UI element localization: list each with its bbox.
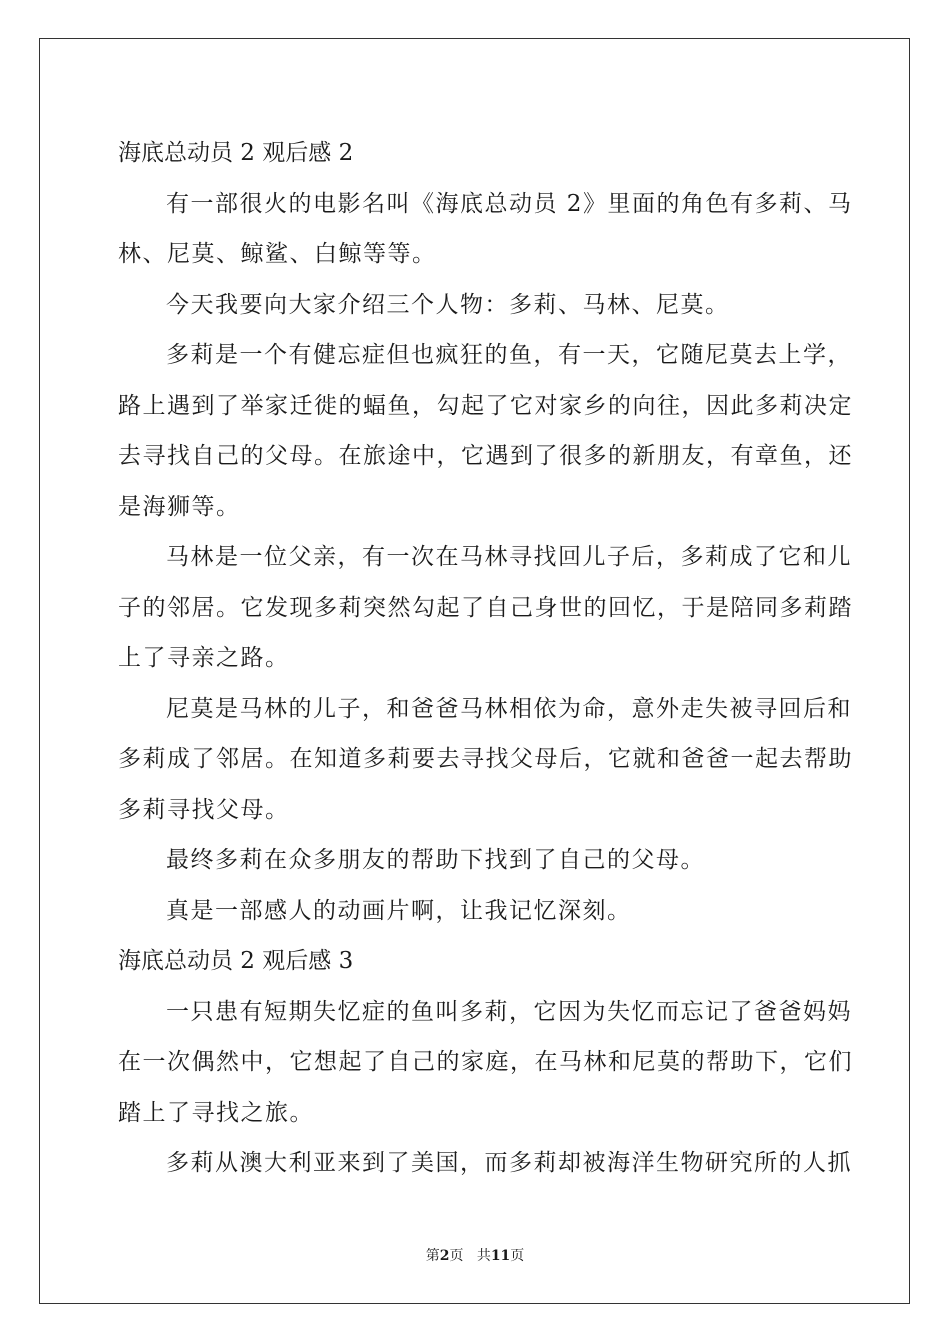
paragraph-line: 林、尼莫、鲸鲨、白鲸等等。	[118, 241, 437, 267]
document-body	[118, 128, 853, 1189]
paragraph-first-line: 最终多莉在众多朋友的帮助下找到了自己的父母。	[166, 847, 705, 873]
current-page-number: 2	[439, 1248, 450, 1264]
page-footer	[0, 1245, 950, 1265]
paragraph-line: 子的邻居。它发现多莉突然勾起了自己身世的回忆，于是陪同多莉踏	[118, 594, 853, 621]
paragraph-first-line: 一只患有短期失忆症的鱼叫多莉，它因为失忆而忘记了爸爸妈妈	[166, 998, 852, 1025]
paragraph-first-line: 多莉从澳大利亚来到了美国，而多莉却被海洋生物研究所的人抓	[166, 1150, 852, 1176]
paragraph-first-line: 今天我要向大家介绍三个人物：多莉、马林、尼莫。	[166, 291, 730, 318]
section-heading: 海底总动员 2 观后感 3	[118, 948, 354, 974]
total-unit: 页	[510, 1248, 525, 1264]
paragraph-line: 多莉成了邻居。在知道多莉要去寻找父母后，它就和爸爸一起去帮助	[118, 746, 853, 772]
paragraph-first-line: 有一部很火的电影名叫《海底总动员 2》里面的角色有多莉、马	[166, 190, 853, 217]
total-page-count: 11	[490, 1248, 511, 1264]
paragraph-line: 踏上了寻找之旅。	[118, 1099, 314, 1126]
paragraph-line: 是海狮等。	[118, 493, 241, 520]
paragraph-line: 多莉寻找父母。	[118, 796, 290, 823]
section-heading: 海底总动员 2 观后感 2	[118, 140, 354, 166]
paragraph-first-line: 马林是一位父亲，有一次在马林寻找回儿子后，多莉成了它和儿	[166, 544, 852, 570]
paragraph-first-line: 尼莫是马林的儿子，和爸爸马林相依为命，意外走失被寻回后和	[166, 695, 852, 722]
total-prefix: 共	[476, 1248, 491, 1264]
page-unit: 页	[449, 1248, 464, 1264]
paragraph-line: 去寻找自己的父母。在旅途中，它遇到了很多的新朋友，有章鱼，还	[118, 443, 853, 469]
paragraph-line: 路上遇到了举家迁徙的蝠鱼，勾起了它对家乡的向往，因此多莉决定	[118, 392, 853, 419]
page-prefix: 第	[425, 1248, 440, 1264]
paragraph-line: 在一次偶然中，它想起了自己的家庭，在马林和尼莫的帮助下，它们	[118, 1049, 853, 1075]
paragraph-first-line: 真是一部感人的动画片啊，让我记忆深刻。	[166, 897, 632, 924]
paragraph-line: 上了寻亲之路。	[118, 645, 290, 671]
paragraph-first-line: 多莉是一个有健忘症但也疯狂的鱼，有一天，它随尼莫去上学，	[166, 342, 852, 368]
